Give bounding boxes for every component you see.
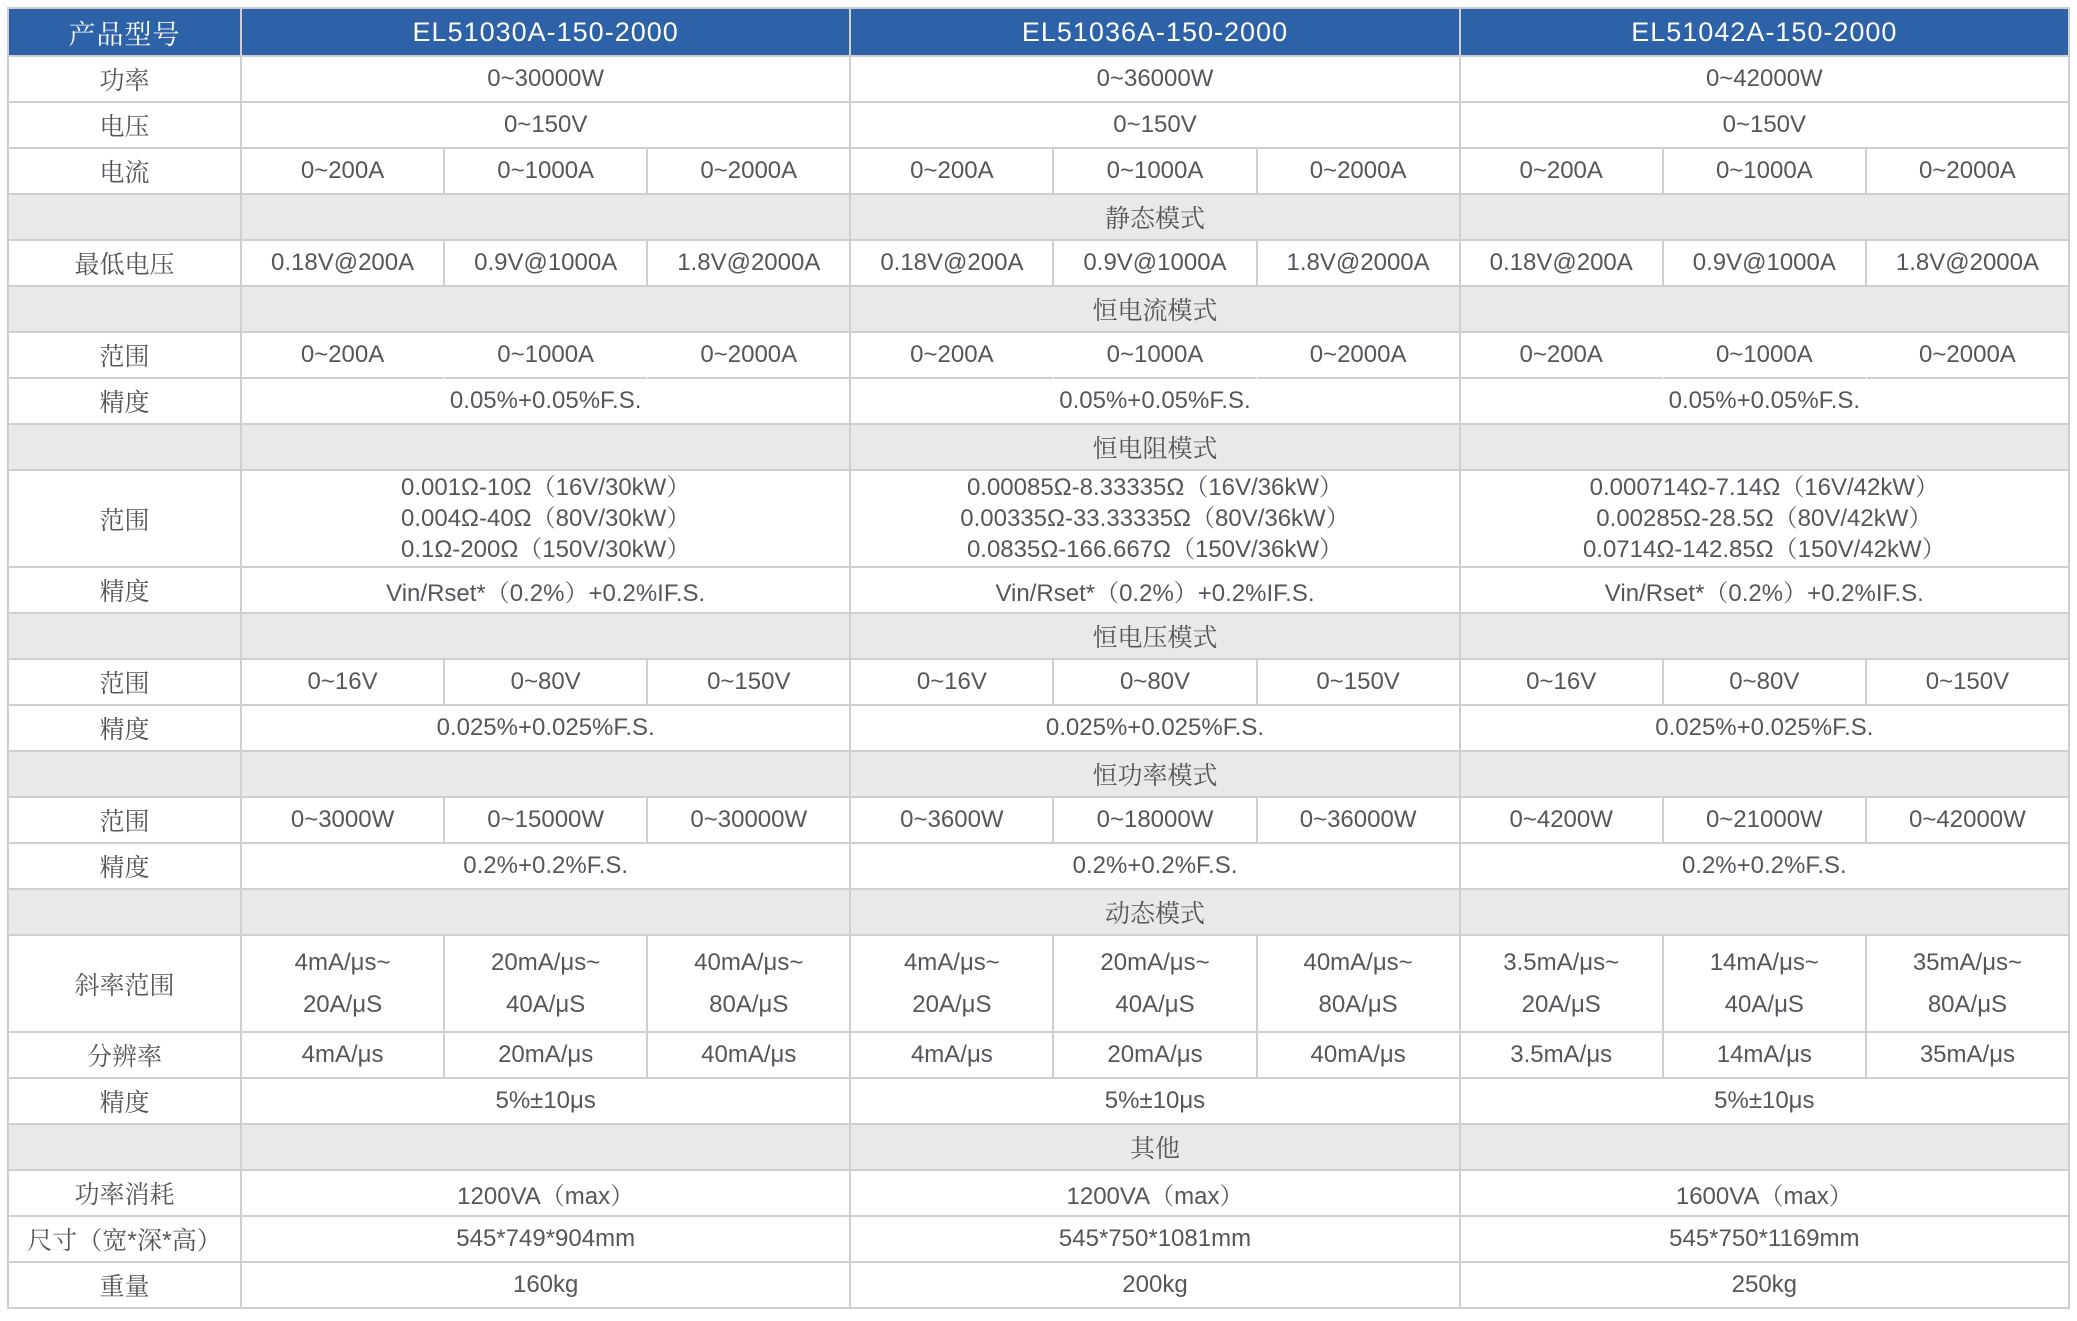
band-title: 动态模式 bbox=[851, 890, 1460, 936]
spec-cell: 0~4200W bbox=[1461, 798, 1664, 844]
band-spacer bbox=[242, 614, 851, 660]
spec-cell: 0~200A bbox=[851, 149, 1054, 195]
spec-cell bbox=[1258, 936, 1461, 1033]
spec-cell: Vin/Rset*（0.2%）+0.2%IF.S. bbox=[1461, 568, 2070, 614]
row-label: 最低电压 bbox=[9, 241, 242, 287]
spec-cell bbox=[1867, 936, 2070, 1033]
cr-range-line: 0.00335Ω-33.33335Ω（80V/36kW） bbox=[960, 505, 1350, 532]
spec-cell bbox=[851, 936, 1054, 1033]
band-cr-mode bbox=[9, 425, 2070, 471]
spec-cell: 5%±10μs bbox=[1461, 1079, 2070, 1125]
spec-cell: 0~200A bbox=[242, 333, 445, 379]
spec-cell: 200kg bbox=[851, 1263, 1460, 1309]
spec-cell: 1600VA（max） bbox=[1461, 1171, 2070, 1217]
spec-cell: Vin/Rset*（0.2%）+0.2%IF.S. bbox=[242, 568, 851, 614]
row-label: 范围 bbox=[9, 660, 242, 706]
row-cp-accuracy bbox=[9, 844, 2070, 890]
spec-cell: 0~200A bbox=[1461, 333, 1664, 379]
band-spacer bbox=[242, 752, 851, 798]
spec-cell: 0~1000A bbox=[445, 333, 648, 379]
spec-cell: 0~30000W bbox=[648, 798, 851, 844]
spec-cell: 0~30000W bbox=[242, 57, 851, 103]
spec-cell: 0.9V@1000A bbox=[1054, 241, 1257, 287]
row-label: 功率消耗 bbox=[9, 1171, 242, 1217]
row-label: 范围 bbox=[9, 333, 242, 379]
slew-line: 80A/μS bbox=[1318, 990, 1398, 1018]
band-cv-mode bbox=[9, 614, 2070, 660]
row-cp-range bbox=[9, 798, 2070, 844]
row-label: 电压 bbox=[9, 103, 242, 149]
band-spacer bbox=[242, 287, 851, 333]
row-label: 精度 bbox=[9, 844, 242, 890]
spec-cell: 0~150V bbox=[1461, 103, 2070, 149]
band-spacer bbox=[242, 195, 851, 241]
spec-cell: 0~2000A bbox=[1258, 149, 1461, 195]
spec-cell: 0~200A bbox=[1461, 149, 1664, 195]
band-spacer bbox=[9, 890, 242, 936]
row-label: 精度 bbox=[9, 1079, 242, 1125]
band-spacer bbox=[1461, 614, 2070, 660]
row-cc-range bbox=[9, 333, 2070, 379]
slew-line: 40A/μS bbox=[1115, 990, 1195, 1018]
spec-cell: 3.5mA/μs bbox=[1461, 1033, 1664, 1079]
spec-cell: 0~150V bbox=[851, 103, 1460, 149]
spec-cell: 4mA/μs bbox=[851, 1033, 1054, 1079]
row-label: 范围 bbox=[9, 471, 242, 568]
row-label: 尺寸（宽*深*高） bbox=[9, 1217, 242, 1263]
band-cp-mode bbox=[9, 752, 2070, 798]
row-label: 精度 bbox=[9, 568, 242, 614]
band-title: 恒电压模式 bbox=[851, 614, 1460, 660]
row-label: 功率 bbox=[9, 57, 242, 103]
spec-cell: 0~42000W bbox=[1867, 798, 2070, 844]
spec-cell: 0.9V@1000A bbox=[1664, 241, 1867, 287]
band-other bbox=[9, 1125, 2070, 1171]
spec-cell: 0~80V bbox=[445, 660, 648, 706]
spec-cell: 0.9V@1000A bbox=[445, 241, 648, 287]
spec-cell: Vin/Rset*（0.2%）+0.2%IF.S. bbox=[851, 568, 1460, 614]
spec-cell: 1.8V@2000A bbox=[1258, 241, 1461, 287]
row-label: 重量 bbox=[9, 1263, 242, 1309]
band-spacer bbox=[9, 425, 242, 471]
spec-cell bbox=[851, 471, 1460, 568]
slew-line: 4mA/μs~ bbox=[294, 948, 391, 976]
spec-cell: 0~150V bbox=[242, 103, 851, 149]
band-spacer bbox=[1461, 890, 2070, 936]
product-header-el51036a: EL51036A-150-2000 bbox=[851, 9, 1460, 57]
spec-cell: 4mA/μs bbox=[242, 1033, 445, 1079]
spec-cell: 160kg bbox=[242, 1263, 851, 1309]
slew-line: 20A/μS bbox=[302, 990, 383, 1018]
spec-cell: 5%±10μs bbox=[851, 1079, 1460, 1125]
spec-cell: 545*749*904mm bbox=[242, 1217, 851, 1263]
spec-cell: 0~1000A bbox=[1664, 333, 1867, 379]
slew-line: 20A/μS bbox=[912, 990, 992, 1018]
header-row bbox=[9, 9, 2070, 57]
row-slew-range bbox=[9, 936, 2070, 1033]
spec-cell: 0~18000W bbox=[1054, 798, 1257, 844]
slew-line: 40A/μS bbox=[1724, 990, 1804, 1018]
spec-cell: 0.2%+0.2%F.S. bbox=[851, 844, 1460, 890]
spec-cell: 0~150V bbox=[648, 660, 851, 706]
spec-cell: 0~16V bbox=[242, 660, 445, 706]
band-title: 恒功率模式 bbox=[851, 752, 1460, 798]
row-power-consumption bbox=[9, 1171, 2070, 1217]
spec-cell: 5%±10μs bbox=[242, 1079, 851, 1125]
spec-cell: 0~36000W bbox=[1258, 798, 1461, 844]
slew-line: 20mA/μs~ bbox=[491, 948, 601, 976]
slew-line: 40mA/μs~ bbox=[694, 948, 804, 976]
spec-cell: 0.18V@200A bbox=[242, 241, 445, 287]
row-cv-range bbox=[9, 660, 2070, 706]
spec-cell: 0~1000A bbox=[445, 149, 648, 195]
row-label: 精度 bbox=[9, 379, 242, 425]
spec-cell: 0.2%+0.2%F.S. bbox=[1461, 844, 2070, 890]
band-spacer bbox=[9, 614, 242, 660]
product-header-el51042a: EL51042A-150-2000 bbox=[1461, 9, 2070, 57]
slew-line: 80A/μS bbox=[709, 990, 789, 1018]
spec-cell: 0~15000W bbox=[445, 798, 648, 844]
spec-cell: 0~150V bbox=[1867, 660, 2070, 706]
slew-line: 14mA/μs~ bbox=[1709, 948, 1819, 976]
spec-cell: 0.05%+0.05%F.S. bbox=[242, 379, 851, 425]
slew-line: 4mA/μs~ bbox=[903, 948, 1000, 976]
row-voltage bbox=[9, 103, 2070, 149]
cr-range-line: 0.00285Ω-28.5Ω（80V/42kW） bbox=[1596, 505, 1933, 532]
spec-cell bbox=[1461, 936, 1664, 1033]
spec-cell: 0.05%+0.05%F.S. bbox=[851, 379, 1460, 425]
spec-cell: 0.2%+0.2%F.S. bbox=[242, 844, 851, 890]
spec-cell: 0.025%+0.025%F.S. bbox=[851, 706, 1460, 752]
row-current bbox=[9, 149, 2070, 195]
band-title: 恒电流模式 bbox=[851, 287, 1460, 333]
spec-cell: 0~36000W bbox=[851, 57, 1460, 103]
band-static-mode bbox=[9, 195, 2070, 241]
spec-cell: 1200VA（max） bbox=[851, 1171, 1460, 1217]
row-min-voltage bbox=[9, 241, 2070, 287]
spec-cell: 0~21000W bbox=[1664, 798, 1867, 844]
row-weight bbox=[9, 1263, 2070, 1309]
cr-range-line: 0.0714Ω-142.85Ω（150V/42kW） bbox=[1582, 536, 1946, 563]
band-spacer bbox=[9, 1125, 242, 1171]
spec-cell bbox=[1664, 936, 1867, 1033]
spec-cell: 0~1000A bbox=[1664, 149, 1867, 195]
spec-cell: 0~2000A bbox=[648, 149, 851, 195]
spec-cell: 1.8V@2000A bbox=[648, 241, 851, 287]
row-label: 斜率范围 bbox=[9, 936, 242, 1033]
band-title: 恒电阻模式 bbox=[851, 425, 1460, 471]
spec-cell: 14mA/μs bbox=[1664, 1033, 1867, 1079]
band-cc-mode bbox=[9, 287, 2070, 333]
band-spacer bbox=[1461, 1125, 2070, 1171]
spec-cell: 0.18V@200A bbox=[851, 241, 1054, 287]
spec-cell: 0~3000W bbox=[242, 798, 445, 844]
cr-range-line: 0.00085Ω-8.33335Ω（16V/36kW） bbox=[966, 474, 1344, 501]
cr-range-line: 0.0835Ω-166.667Ω（150V/36kW） bbox=[966, 536, 1344, 563]
row-label: 精度 bbox=[9, 706, 242, 752]
row-cv-accuracy bbox=[9, 706, 2070, 752]
spec-cell bbox=[445, 936, 648, 1033]
slew-line: 20mA/μs~ bbox=[1100, 948, 1210, 976]
row-cr-accuracy bbox=[9, 568, 2070, 614]
cr-range-line: 0.001Ω-10Ω（16V/30kW） bbox=[400, 474, 691, 501]
spec-cell: 0~200A bbox=[242, 149, 445, 195]
row-label: 电流 bbox=[9, 149, 242, 195]
row-label: 分辨率 bbox=[9, 1033, 242, 1079]
band-spacer bbox=[1461, 287, 2070, 333]
band-spacer bbox=[1461, 425, 2070, 471]
band-spacer bbox=[242, 1125, 851, 1171]
product-header-el51030a: EL51030A-150-2000 bbox=[242, 9, 851, 57]
spec-cell: 0~80V bbox=[1664, 660, 1867, 706]
spec-cell: 20mA/μs bbox=[445, 1033, 648, 1079]
spec-cell: 0~2000A bbox=[1867, 333, 2070, 379]
band-spacer bbox=[242, 425, 851, 471]
spec-cell: 1.8V@2000A bbox=[1867, 241, 2070, 287]
band-spacer bbox=[9, 752, 242, 798]
cr-range-line: 0.000714Ω-7.14Ω（16V/42kW） bbox=[1589, 474, 1940, 501]
spec-cell: 0~1000A bbox=[1054, 149, 1257, 195]
spec-cell bbox=[1054, 936, 1257, 1033]
spec-cell: 40mA/μs bbox=[648, 1033, 851, 1079]
row-cr-range bbox=[9, 471, 2070, 568]
slew-line: 35mA/μs~ bbox=[1912, 948, 2023, 976]
band-spacer bbox=[242, 890, 851, 936]
row-cc-accuracy bbox=[9, 379, 2070, 425]
row-resolution bbox=[9, 1033, 2070, 1079]
corner-header: 产品型号 bbox=[9, 9, 242, 57]
spec-cell: 0.18V@200A bbox=[1461, 241, 1664, 287]
row-label: 范围 bbox=[9, 798, 242, 844]
row-dyn-accuracy bbox=[9, 1079, 2070, 1125]
spec-cell bbox=[648, 936, 851, 1033]
slew-line: 40mA/μs~ bbox=[1303, 948, 1413, 976]
spec-cell bbox=[242, 936, 445, 1033]
spec-cell: 0~2000A bbox=[1258, 333, 1461, 379]
cr-range-line: 0.1Ω-200Ω（150V/30kW） bbox=[400, 536, 691, 563]
spec-cell: 1200VA（max） bbox=[242, 1171, 851, 1217]
spec-cell: 250kg bbox=[1461, 1263, 2070, 1309]
spec-cell: 0~42000W bbox=[1461, 57, 2070, 103]
spec-cell: 0~80V bbox=[1054, 660, 1257, 706]
slew-line: 20A/μS bbox=[1521, 990, 1601, 1018]
spec-cell: 0~200A bbox=[851, 333, 1054, 379]
spec-table bbox=[7, 7, 2070, 1309]
band-spacer bbox=[9, 287, 242, 333]
spec-cell: 0~1000A bbox=[1054, 333, 1257, 379]
spec-cell: 35mA/μs bbox=[1867, 1033, 2070, 1079]
spec-cell: 0~16V bbox=[1461, 660, 1664, 706]
spec-cell: 0~2000A bbox=[1867, 149, 2070, 195]
band-dynamic-mode bbox=[9, 890, 2070, 936]
spec-cell: 20mA/μs bbox=[1054, 1033, 1257, 1079]
spec-cell: 0~3600W bbox=[851, 798, 1054, 844]
spec-cell: 0.025%+0.025%F.S. bbox=[242, 706, 851, 752]
band-title: 其他 bbox=[851, 1125, 1460, 1171]
spec-cell: 545*750*1169mm bbox=[1461, 1217, 2070, 1263]
spec-cell: 0.025%+0.025%F.S. bbox=[1461, 706, 2070, 752]
spec-cell: 0~2000A bbox=[648, 333, 851, 379]
band-spacer bbox=[9, 195, 242, 241]
spec-cell bbox=[1461, 471, 2070, 568]
row-power bbox=[9, 57, 2070, 103]
spec-cell: 0.05%+0.05%F.S. bbox=[1461, 379, 2070, 425]
slew-line: 40A/μS bbox=[506, 990, 586, 1018]
band-spacer bbox=[1461, 752, 2070, 798]
slew-line: 3.5mA/μs~ bbox=[1503, 948, 1620, 976]
spec-cell: 0~150V bbox=[1258, 660, 1461, 706]
row-dimensions bbox=[9, 1217, 2070, 1263]
band-title: 静态模式 bbox=[851, 195, 1460, 241]
cr-range-line: 0.004Ω-40Ω（80V/30kW） bbox=[400, 505, 691, 532]
spec-cell bbox=[242, 471, 851, 568]
band-spacer bbox=[1461, 195, 2070, 241]
spec-cell: 0~16V bbox=[851, 660, 1054, 706]
spec-cell: 545*750*1081mm bbox=[851, 1217, 1460, 1263]
slew-line: 80A/μS bbox=[1927, 990, 2008, 1018]
spec-cell: 40mA/μs bbox=[1258, 1033, 1461, 1079]
